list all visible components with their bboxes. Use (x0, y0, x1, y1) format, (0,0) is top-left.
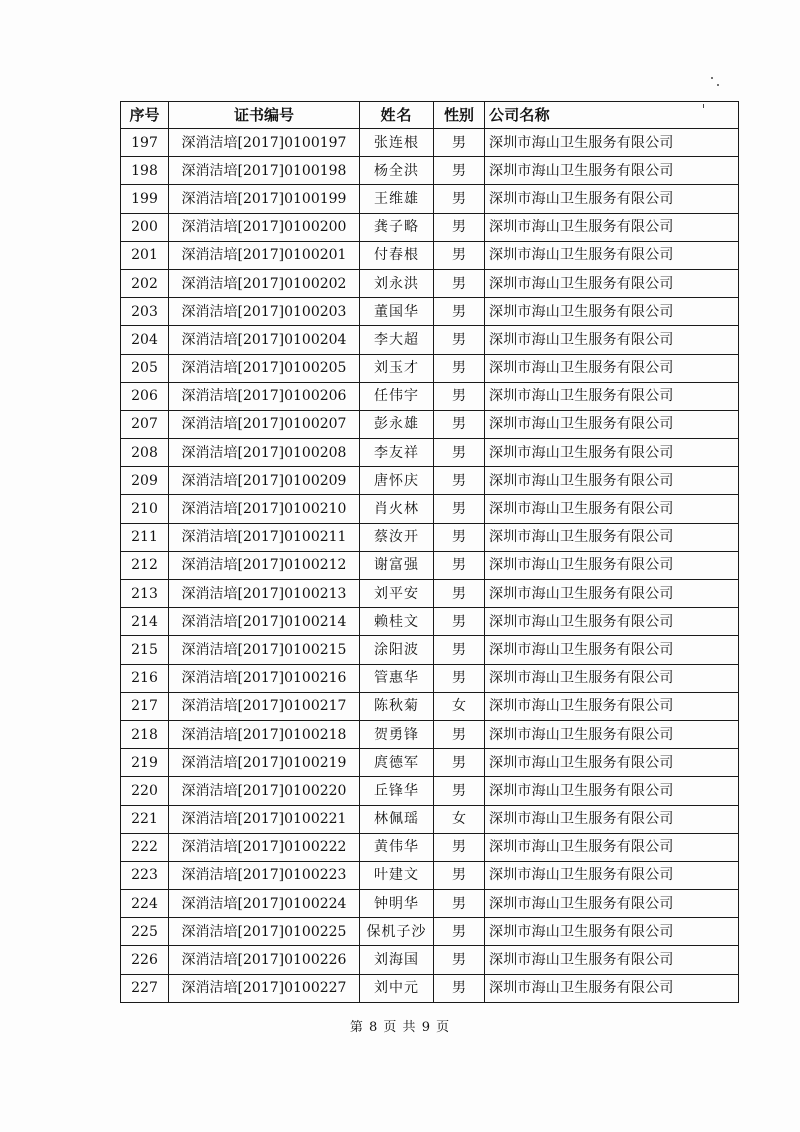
table-row (121, 495, 739, 523)
table-row (121, 551, 739, 579)
cell-gender: 男 (434, 185, 485, 213)
cell-company: 深圳市海山卫生服务有限公司 (485, 890, 739, 918)
cell-certificate-number: 深消洁培[2017]0100204 (169, 326, 360, 354)
cell-serial-number: 225 (121, 918, 169, 946)
cell-certificate-number: 深消洁培[2017]0100210 (169, 495, 360, 523)
cell-serial-number: 211 (121, 523, 169, 551)
cell-serial-number: 199 (121, 185, 169, 213)
table-row (121, 636, 739, 664)
cell-gender: 男 (434, 354, 485, 382)
cell-serial-number: 205 (121, 354, 169, 382)
cell-gender: 男 (434, 608, 485, 636)
cell-certificate-number: 深消洁培[2017]0100224 (169, 890, 360, 918)
cell-company: 深圳市海山卫生服务有限公司 (485, 805, 739, 833)
header-serial-number: 序号 (121, 102, 169, 129)
cell-name: 丘锋华 (360, 777, 434, 805)
cell-certificate-number: 深消洁培[2017]0100208 (169, 439, 360, 467)
cell-company: 深圳市海山卫生服务有限公司 (485, 720, 739, 748)
cell-certificate-number: 深消洁培[2017]0100213 (169, 580, 360, 608)
cell-gender: 男 (434, 157, 485, 185)
cell-serial-number: 212 (121, 551, 169, 579)
cell-serial-number: 226 (121, 946, 169, 974)
cell-company: 深圳市海山卫生服务有限公司 (485, 241, 739, 269)
cell-certificate-number: 深消洁培[2017]0100202 (169, 269, 360, 297)
certificate-roster-table (120, 101, 739, 1003)
cell-name: 董国华 (360, 298, 434, 326)
table-row (121, 439, 739, 467)
cell-serial-number: 221 (121, 805, 169, 833)
cell-serial-number: 201 (121, 241, 169, 269)
cell-serial-number: 200 (121, 213, 169, 241)
cell-gender: 男 (434, 890, 485, 918)
table-row (121, 664, 739, 692)
cell-gender: 男 (434, 551, 485, 579)
cell-name: 杨全洪 (360, 157, 434, 185)
cell-certificate-number: 深消洁培[2017]0100215 (169, 636, 360, 664)
cell-company: 深圳市海山卫生服务有限公司 (485, 523, 739, 551)
cell-certificate-number: 深消洁培[2017]0100221 (169, 805, 360, 833)
table-row (121, 692, 739, 720)
cell-gender: 男 (434, 918, 485, 946)
cell-company: 深圳市海山卫生服务有限公司 (485, 213, 739, 241)
cell-name: 蔡汝开 (360, 523, 434, 551)
cell-name: 谢富强 (360, 551, 434, 579)
table-row (121, 777, 739, 805)
cell-name: 付春根 (360, 241, 434, 269)
cell-company: 深圳市海山卫生服务有限公司 (485, 777, 739, 805)
cell-company: 深圳市海山卫生服务有限公司 (485, 918, 739, 946)
table-row (121, 833, 739, 861)
cell-serial-number: 217 (121, 692, 169, 720)
cell-serial-number: 208 (121, 439, 169, 467)
cell-name: 张连根 (360, 129, 434, 157)
cell-name: 叶建文 (360, 861, 434, 889)
cell-gender: 男 (434, 269, 485, 297)
cell-company: 深圳市海山卫生服务有限公司 (485, 298, 739, 326)
cell-company: 深圳市海山卫生服务有限公司 (485, 692, 739, 720)
cell-company: 深圳市海山卫生服务有限公司 (485, 946, 739, 974)
table-row (121, 749, 739, 777)
cell-company: 深圳市海山卫生服务有限公司 (485, 439, 739, 467)
cell-gender: 男 (434, 410, 485, 438)
cell-name: 刘中元 (360, 974, 434, 1002)
cell-serial-number: 206 (121, 382, 169, 410)
table-row (121, 946, 739, 974)
cell-serial-number: 216 (121, 664, 169, 692)
cell-certificate-number: 深消洁培[2017]0100226 (169, 946, 360, 974)
cell-serial-number: 197 (121, 129, 169, 157)
cell-serial-number: 207 (121, 410, 169, 438)
cell-gender: 男 (434, 580, 485, 608)
cell-certificate-number: 深消洁培[2017]0100212 (169, 551, 360, 579)
cell-name: 肖火林 (360, 495, 434, 523)
cell-gender: 男 (434, 495, 485, 523)
cell-serial-number: 223 (121, 861, 169, 889)
table-row (121, 861, 739, 889)
cell-certificate-number: 深消洁培[2017]0100198 (169, 157, 360, 185)
cell-name: 刘平安 (360, 580, 434, 608)
table-header-row (121, 102, 739, 129)
cell-company: 深圳市海山卫生服务有限公司 (485, 410, 739, 438)
cell-certificate-number: 深消洁培[2017]0100201 (169, 241, 360, 269)
table-row (121, 974, 739, 1002)
cell-serial-number: 218 (121, 720, 169, 748)
cell-serial-number: 219 (121, 749, 169, 777)
cell-name: 刘玉才 (360, 354, 434, 382)
table-row (121, 213, 739, 241)
cell-gender: 男 (434, 664, 485, 692)
cell-company: 深圳市海山卫生服务有限公司 (485, 664, 739, 692)
cell-certificate-number: 深消洁培[2017]0100199 (169, 185, 360, 213)
cell-company: 深圳市海山卫生服务有限公司 (485, 354, 739, 382)
cell-company: 深圳市海山卫生服务有限公司 (485, 551, 739, 579)
header-certificate-number: 证书编号 (169, 102, 360, 129)
table-row (121, 354, 739, 382)
table-row (121, 382, 739, 410)
cell-gender: 男 (434, 861, 485, 889)
header-company: 公司名称 (485, 102, 739, 129)
cell-certificate-number: 深消洁培[2017]0100206 (169, 382, 360, 410)
cell-name: 钟明华 (360, 890, 434, 918)
table-row (121, 720, 739, 748)
table-row (121, 269, 739, 297)
cell-certificate-number: 深消洁培[2017]0100220 (169, 777, 360, 805)
table-row (121, 467, 739, 495)
cell-company: 深圳市海山卫生服务有限公司 (485, 467, 739, 495)
cell-gender: 男 (434, 974, 485, 1002)
cell-certificate-number: 深消洁培[2017]0100214 (169, 608, 360, 636)
cell-name: 刘海国 (360, 946, 434, 974)
cell-company: 深圳市海山卫生服务有限公司 (485, 861, 739, 889)
cell-serial-number: 215 (121, 636, 169, 664)
cell-certificate-number: 深消洁培[2017]0100200 (169, 213, 360, 241)
cell-serial-number: 202 (121, 269, 169, 297)
header-name: 姓名 (360, 102, 434, 129)
cell-certificate-number: 深消洁培[2017]0100207 (169, 410, 360, 438)
cell-certificate-number: 深消洁培[2017]0100211 (169, 523, 360, 551)
cell-certificate-number: 深消洁培[2017]0100203 (169, 298, 360, 326)
cell-company: 深圳市海山卫生服务有限公司 (485, 636, 739, 664)
cell-certificate-number: 深消洁培[2017]0100205 (169, 354, 360, 382)
cell-company: 深圳市海山卫生服务有限公司 (485, 269, 739, 297)
cell-serial-number: 204 (121, 326, 169, 354)
cell-gender: 男 (434, 749, 485, 777)
cell-serial-number: 224 (121, 890, 169, 918)
cell-name: 庹德军 (360, 749, 434, 777)
cell-certificate-number: 深消洁培[2017]0100219 (169, 749, 360, 777)
cell-gender: 女 (434, 692, 485, 720)
cell-company: 深圳市海山卫生服务有限公司 (485, 833, 739, 861)
cell-serial-number: 222 (121, 833, 169, 861)
table-row (121, 523, 739, 551)
cell-company: 深圳市海山卫生服务有限公司 (485, 129, 739, 157)
table-row (121, 241, 739, 269)
cell-company: 深圳市海山卫生服务有限公司 (485, 157, 739, 185)
cell-gender: 男 (434, 298, 485, 326)
cell-gender: 男 (434, 129, 485, 157)
cell-gender: 男 (434, 467, 485, 495)
cell-gender: 男 (434, 241, 485, 269)
table-row (121, 326, 739, 354)
cell-name: 李大超 (360, 326, 434, 354)
header-gender: 性别 (434, 102, 485, 129)
table-row (121, 298, 739, 326)
cell-name: 陈秋菊 (360, 692, 434, 720)
cell-name: 赖桂文 (360, 608, 434, 636)
cell-certificate-number: 深消洁培[2017]0100227 (169, 974, 360, 1002)
table-row (121, 129, 739, 157)
cell-certificate-number: 深消洁培[2017]0100225 (169, 918, 360, 946)
cell-name: 王维雄 (360, 185, 434, 213)
cell-company: 深圳市海山卫生服务有限公司 (485, 382, 739, 410)
table-row (121, 410, 739, 438)
cell-serial-number: 214 (121, 608, 169, 636)
cell-gender: 男 (434, 213, 485, 241)
table-row (121, 185, 739, 213)
cell-gender: 男 (434, 833, 485, 861)
cell-company: 深圳市海山卫生服务有限公司 (485, 749, 739, 777)
cell-name: 刘永洪 (360, 269, 434, 297)
cell-company: 深圳市海山卫生服务有限公司 (485, 608, 739, 636)
cell-serial-number: 227 (121, 974, 169, 1002)
cell-serial-number: 220 (121, 777, 169, 805)
table-row (121, 918, 739, 946)
table-row (121, 890, 739, 918)
cell-name: 任伟宇 (360, 382, 434, 410)
cell-gender: 男 (434, 523, 485, 551)
cell-name: 黄伟华 (360, 833, 434, 861)
cell-company: 深圳市海山卫生服务有限公司 (485, 580, 739, 608)
scan-speck (711, 77, 713, 79)
cell-company: 深圳市海山卫生服务有限公司 (485, 974, 739, 1002)
page-number-footer: 第 8 页 共 9 页 (349, 1020, 451, 1035)
cell-name: 保机子沙 (360, 918, 434, 946)
cell-certificate-number: 深消洁培[2017]0100209 (169, 467, 360, 495)
table-row (121, 805, 739, 833)
cell-name: 龚子略 (360, 213, 434, 241)
cell-name: 李友祥 (360, 439, 434, 467)
cell-company: 深圳市海山卫生服务有限公司 (485, 326, 739, 354)
cell-serial-number: 198 (121, 157, 169, 185)
cell-certificate-number: 深消洁培[2017]0100217 (169, 692, 360, 720)
cell-gender: 男 (434, 946, 485, 974)
table-row (121, 580, 739, 608)
cell-company: 深圳市海山卫生服务有限公司 (485, 495, 739, 523)
cell-gender: 男 (434, 326, 485, 354)
cell-gender: 男 (434, 636, 485, 664)
cell-name: 管惠华 (360, 664, 434, 692)
cell-serial-number: 203 (121, 298, 169, 326)
cell-gender: 男 (434, 382, 485, 410)
cell-certificate-number: 深消洁培[2017]0100216 (169, 664, 360, 692)
scan-speck (717, 84, 719, 86)
cell-certificate-number: 深消洁培[2017]0100218 (169, 720, 360, 748)
cell-certificate-number: 深消洁培[2017]0100222 (169, 833, 360, 861)
cell-company: 深圳市海山卫生服务有限公司 (485, 185, 739, 213)
cell-name: 林佩瑶 (360, 805, 434, 833)
table-row (121, 608, 739, 636)
cell-certificate-number: 深消洁培[2017]0100197 (169, 129, 360, 157)
cell-gender: 男 (434, 720, 485, 748)
cell-gender: 男 (434, 439, 485, 467)
cell-certificate-number: 深消洁培[2017]0100223 (169, 861, 360, 889)
cell-name: 唐怀庆 (360, 467, 434, 495)
cell-serial-number: 209 (121, 467, 169, 495)
cell-gender: 女 (434, 805, 485, 833)
table-row (121, 157, 739, 185)
cell-gender: 男 (434, 777, 485, 805)
cell-name: 涂阳波 (360, 636, 434, 664)
cell-serial-number: 213 (121, 580, 169, 608)
cell-serial-number: 210 (121, 495, 169, 523)
table-body (121, 129, 739, 1003)
cell-name: 彭永雄 (360, 410, 434, 438)
cell-name: 贺勇锋 (360, 720, 434, 748)
